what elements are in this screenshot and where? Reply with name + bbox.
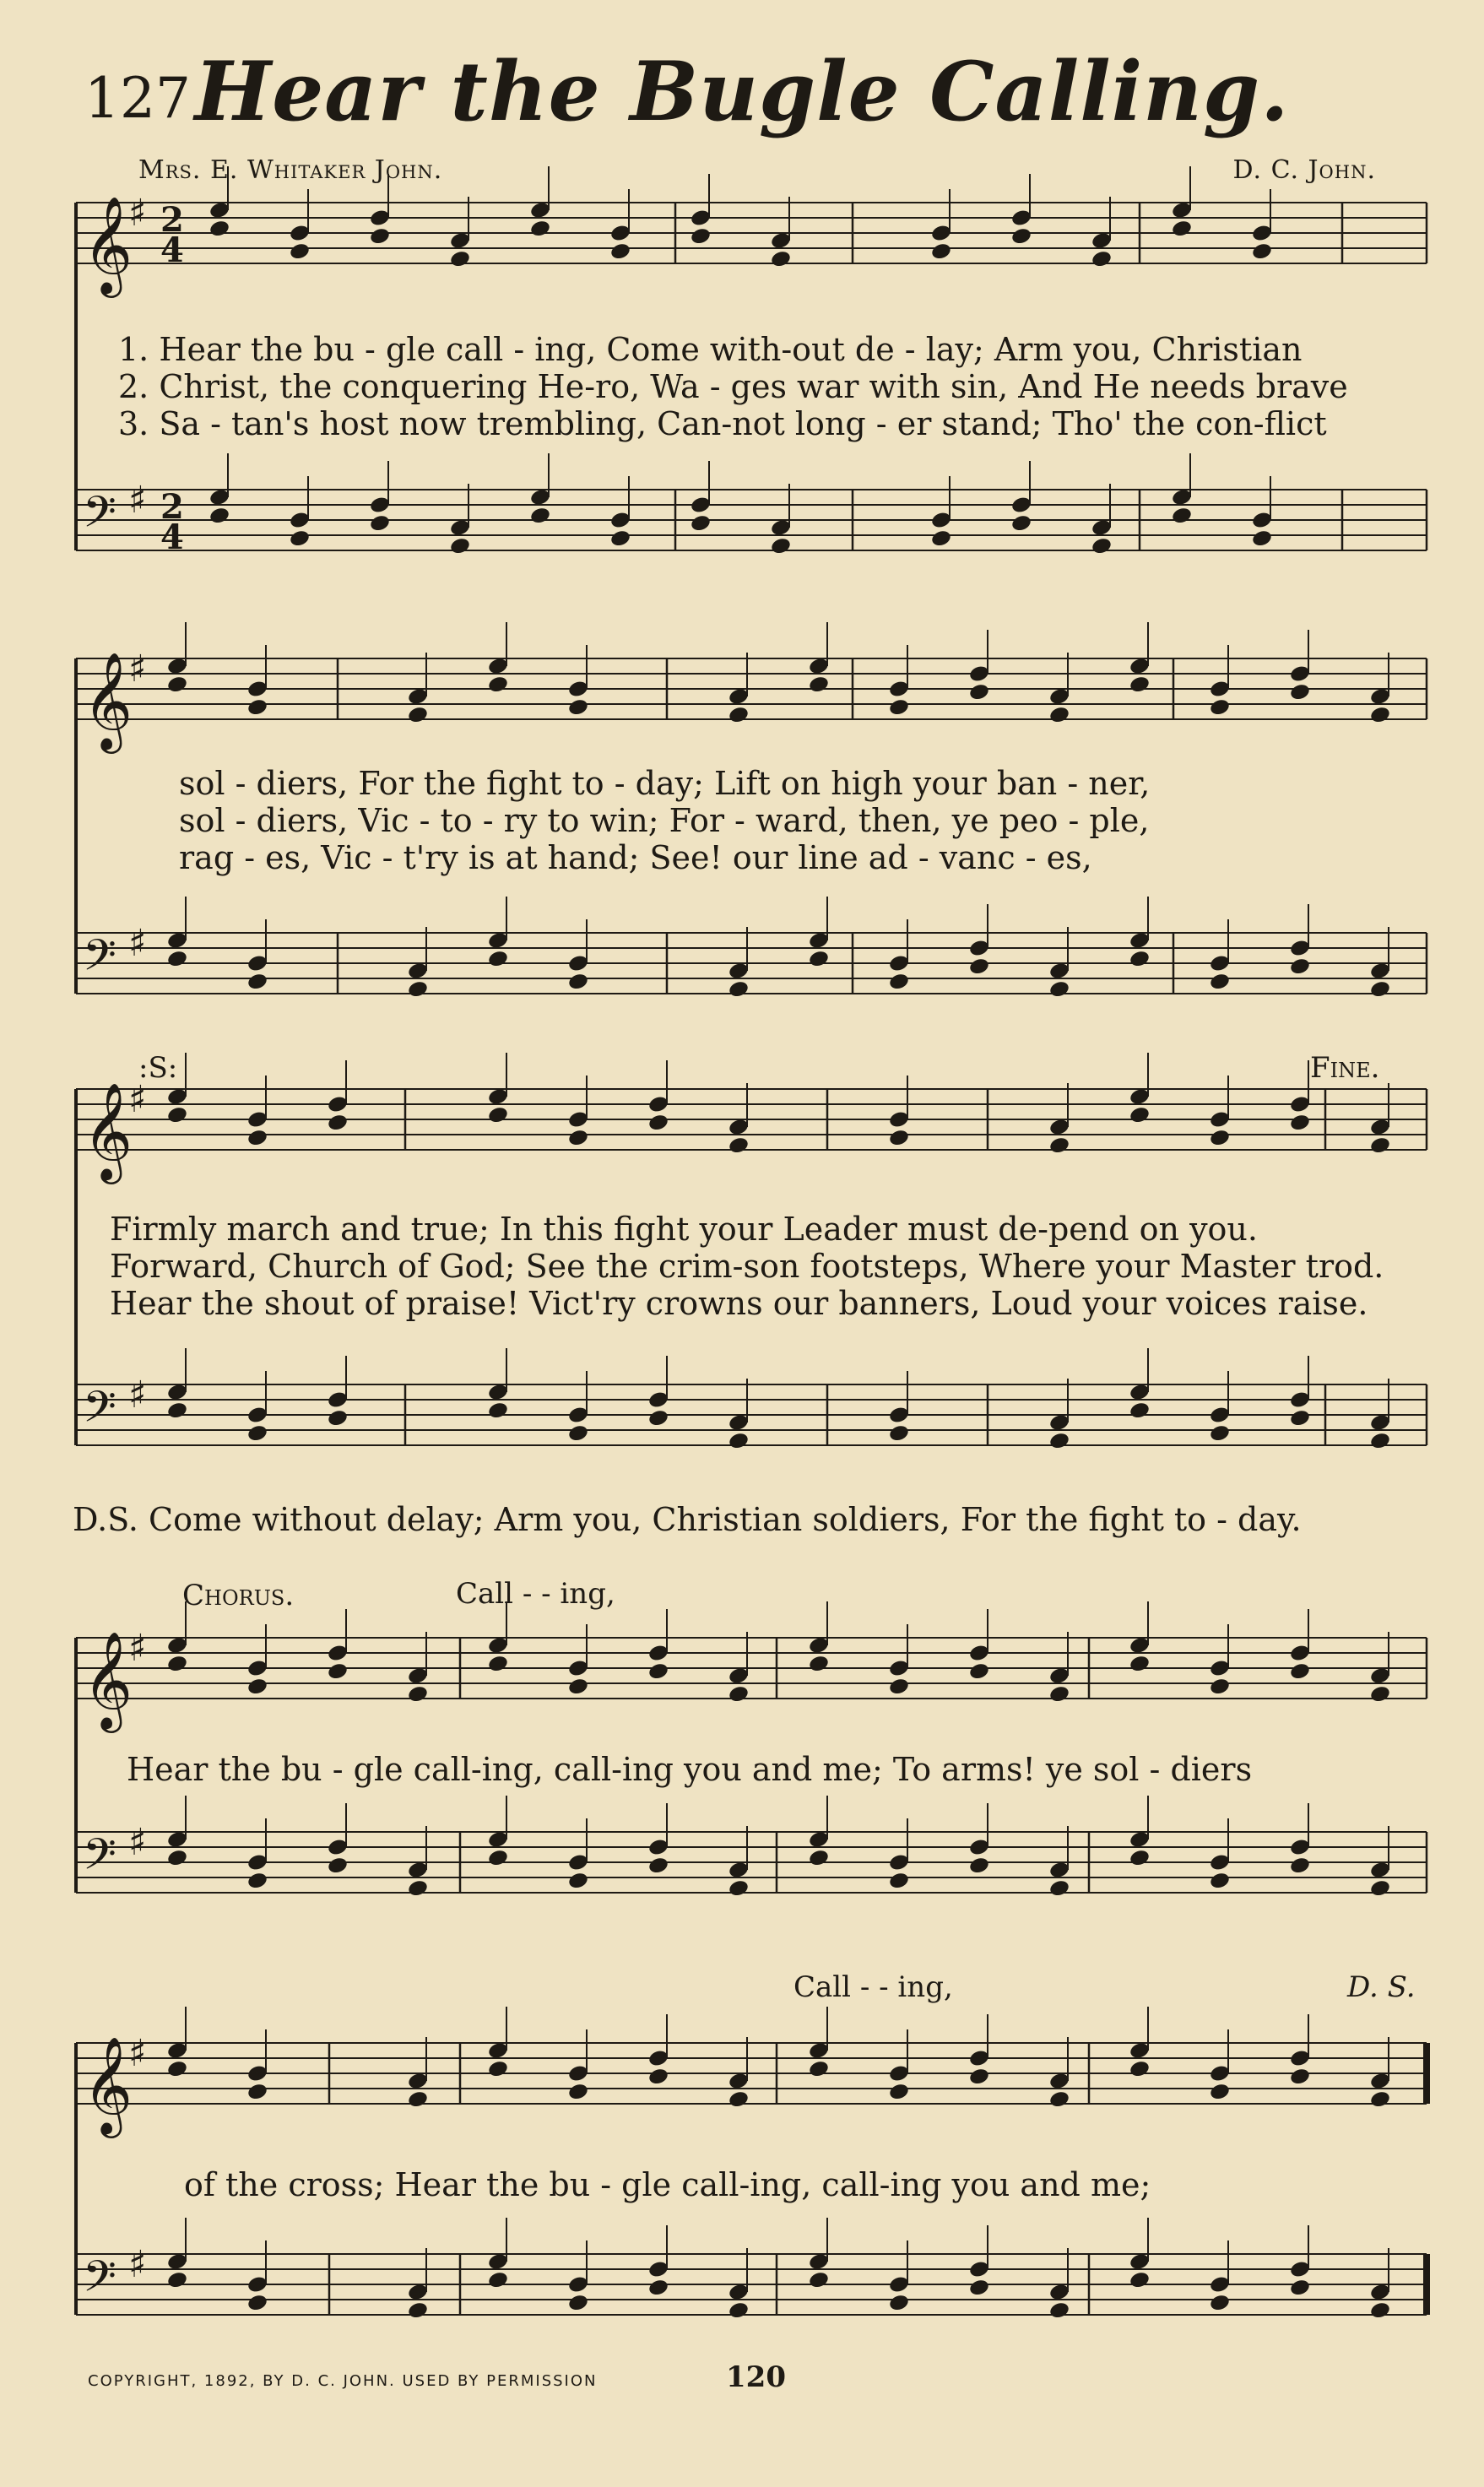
- note-head: [808, 1848, 830, 1867]
- note-head: [166, 949, 188, 968]
- note-head: [166, 2059, 188, 2078]
- note-head: [1129, 2270, 1151, 2289]
- note-head: [770, 249, 792, 268]
- note-head: [1129, 1105, 1151, 1124]
- note-head: [1289, 956, 1311, 976]
- note-head: [449, 249, 471, 268]
- note-head: [728, 2300, 750, 2320]
- note-head: [808, 1654, 830, 1673]
- note-head: [1048, 1431, 1070, 1450]
- bass-clef-icon: 𝄢: [83, 486, 116, 548]
- note-head: [567, 697, 589, 717]
- note-head: [808, 949, 830, 968]
- note-head: [728, 1431, 750, 1450]
- note-head: [327, 1113, 349, 1132]
- note-head: [728, 979, 750, 999]
- note-head: [246, 972, 268, 991]
- note-head: [1289, 682, 1311, 702]
- note-head: [1209, 1423, 1231, 1443]
- note-head: [1209, 697, 1231, 717]
- note-head: [808, 2059, 830, 2078]
- note-head: [968, 2278, 990, 2297]
- note-head: [487, 2270, 509, 2289]
- note-head: [166, 2270, 188, 2289]
- note-head: [888, 1871, 910, 1890]
- note-head: [647, 2067, 669, 2086]
- note-head: [930, 528, 952, 548]
- sharp-icon: ♯: [128, 479, 147, 522]
- note-head: [1048, 2089, 1070, 2109]
- note-head: [487, 675, 509, 694]
- note-head: [1369, 1431, 1391, 1450]
- bass-clef-icon: 𝄢: [83, 929, 116, 991]
- treble-clef-icon: 𝄞: [83, 2035, 133, 2134]
- note-head: [1129, 1848, 1151, 1867]
- note-head: [567, 2293, 589, 2312]
- note-head: [487, 1654, 509, 1673]
- note-head: [647, 1113, 669, 1132]
- composer-credit: D. C. John.: [1232, 155, 1376, 185]
- note-head: [487, 1401, 509, 1420]
- note-head: [1369, 2300, 1391, 2320]
- note-head: [770, 536, 792, 555]
- note-head: [369, 226, 391, 246]
- note-head: [728, 705, 750, 724]
- note-head: [369, 513, 391, 533]
- note-head: [1048, 1684, 1070, 1704]
- note-head: [647, 1661, 669, 1681]
- note-head: [808, 675, 830, 694]
- note-head: [567, 1871, 589, 1890]
- verse-2-line-3: Forward, Church of God; See the crim-son footsteps, Where your Master trod.: [110, 1248, 1384, 1285]
- time-signature: 4: [160, 517, 184, 557]
- note-head: [1369, 2089, 1391, 2109]
- note-head: [327, 1408, 349, 1428]
- note-head: [289, 241, 311, 261]
- note-head: [1129, 949, 1151, 968]
- note-head: [1129, 675, 1151, 694]
- hymn-title: Hear the Bugle Calling.: [194, 44, 1290, 139]
- verse-2-line-2: sol - diers, Vic - to - ry to win; For - ward, then, ye peo - ple,: [179, 802, 1150, 839]
- note-head: [327, 1856, 349, 1875]
- note-head: [407, 1878, 429, 1898]
- note-head: [1251, 241, 1273, 261]
- note-head: [209, 506, 230, 525]
- note-head: [327, 1661, 349, 1681]
- note-head: [1289, 1856, 1311, 1875]
- note-head: [1091, 249, 1113, 268]
- note-head: [968, 1856, 990, 1875]
- note-head: [690, 513, 712, 533]
- chorus-label: Chorus.: [182, 1579, 295, 1612]
- note-head: [609, 528, 631, 548]
- note-head: [487, 949, 509, 968]
- chorus-lyrics-line-1: Hear the bu - gle call-ing, call-ing you and me; To arms! ye sol - diers: [127, 1751, 1253, 1788]
- treble-clef-icon: 𝄞: [83, 1630, 133, 1729]
- note-head: [166, 1848, 188, 1867]
- verse-2-line-1: 2. Christ, the conquering He-ro, Wa - ges war with sin, And He needs brave: [118, 368, 1348, 405]
- note-head: [647, 1856, 669, 1875]
- sharp-icon: ♯: [128, 192, 147, 235]
- note-head: [888, 972, 910, 991]
- note-head: [209, 219, 230, 238]
- treble-clef-icon: 𝄞: [83, 1081, 133, 1180]
- note-head: [647, 2278, 669, 2297]
- note-head: [1369, 1684, 1391, 1704]
- note-head: [1369, 705, 1391, 724]
- note-head: [888, 1677, 910, 1696]
- note-head: [1209, 972, 1231, 991]
- note-head: [1010, 513, 1032, 533]
- sharp-icon: ♯: [128, 1821, 147, 1864]
- time-signature: 2: [160, 200, 184, 240]
- note-head: [407, 1684, 429, 1704]
- sharp-icon: ♯: [128, 1078, 147, 1121]
- verse-3-line-1: 3. Sa - tan's host now trembling, Can-not long - er stand; Tho' the con-flict: [118, 405, 1327, 442]
- note-head: [449, 536, 471, 555]
- note-head: [1289, 1408, 1311, 1428]
- note-head: [728, 1878, 750, 1898]
- segno-marker: :S:: [138, 1051, 178, 1085]
- note-head: [888, 2293, 910, 2312]
- note-head: [1209, 2293, 1231, 2312]
- note-head: [1171, 219, 1193, 238]
- note-head: [728, 2089, 750, 2109]
- note-head: [567, 972, 589, 991]
- note-head: [166, 1654, 188, 1673]
- note-head: [690, 226, 712, 246]
- note-head: [1129, 2059, 1151, 2078]
- note-head: [808, 2270, 830, 2289]
- note-head: [246, 1128, 268, 1147]
- note-head: [1369, 979, 1391, 999]
- sharp-icon: ♯: [128, 647, 147, 691]
- note-head: [968, 682, 990, 702]
- note-head: [1129, 1654, 1151, 1673]
- bass-clef-icon: 𝄢: [83, 2251, 116, 2312]
- note-head: [246, 1423, 268, 1443]
- note-head: [1209, 1871, 1231, 1890]
- call-ing-marker-2: Call - - ing,: [793, 1970, 953, 2004]
- fine-marker: Fine.: [1310, 1051, 1380, 1085]
- sharp-icon: ♯: [128, 1627, 147, 1670]
- note-head: [1289, 1113, 1311, 1132]
- note-head: [888, 1423, 910, 1443]
- hymn-number: 127: [84, 66, 191, 131]
- note-head: [487, 1105, 509, 1124]
- note-head: [888, 2082, 910, 2101]
- note-head: [1010, 226, 1032, 246]
- note-head: [166, 675, 188, 694]
- sharp-icon: ♯: [128, 922, 147, 965]
- note-head: [289, 528, 311, 548]
- verse-3-line-2: rag - es, Vic - t'ry is at hand; See! our line ad - vanc - es,: [179, 839, 1092, 876]
- note-head: [166, 1401, 188, 1420]
- note-head: [1289, 2278, 1311, 2297]
- lyricist-credit: Mrs. E. Whitaker John.: [138, 155, 443, 185]
- note-head: [968, 956, 990, 976]
- note-head: [567, 2082, 589, 2101]
- sharp-icon: ♯: [128, 1374, 147, 1417]
- note-head: [1251, 528, 1273, 548]
- note-head: [728, 1135, 750, 1155]
- note-head: [1209, 2082, 1231, 2101]
- note-head: [407, 2300, 429, 2320]
- note-head: [930, 241, 952, 261]
- note-head: [567, 1128, 589, 1147]
- note-head: [1048, 1135, 1070, 1155]
- note-head: [1209, 1128, 1231, 1147]
- ds-marker: D. S.: [1347, 1970, 1416, 2004]
- bass-clef-icon: 𝄢: [83, 1829, 116, 1890]
- verse-1-line-3: Firmly march and true; In this fight your Leader must de-pend on you.: [110, 1211, 1258, 1248]
- note-head: [968, 2067, 990, 2086]
- time-signature: 4: [160, 230, 184, 270]
- note-head: [1171, 506, 1193, 525]
- note-head: [968, 1661, 990, 1681]
- call-ing-marker-1: Call - - ing,: [456, 1577, 615, 1611]
- note-head: [888, 697, 910, 717]
- note-head: [1289, 1661, 1311, 1681]
- note-head: [529, 219, 551, 238]
- note-head: [1048, 979, 1070, 999]
- note-head: [647, 1408, 669, 1428]
- note-head: [487, 1848, 509, 1867]
- page-number: 120: [726, 2360, 786, 2394]
- dal-segno-lyric-line: D.S. Come without delay; Arm you, Christian soldiers, For the fight to - day.: [73, 1501, 1302, 1538]
- copyright-notice: COPYRIGHT, 1892, BY D. C. JOHN. USED BY PERMISSION: [88, 2372, 598, 2390]
- note-head: [246, 2082, 268, 2101]
- time-signature: 2: [160, 487, 184, 527]
- note-head: [1289, 2067, 1311, 2086]
- treble-clef-icon: 𝄞: [83, 195, 133, 294]
- note-head: [246, 1677, 268, 1696]
- note-head: [1048, 1878, 1070, 1898]
- verse-1-line-1: 1. Hear the bu - gle call - ing, Come with-out de - lay; Arm you, Christian: [118, 331, 1303, 368]
- note-head: [1091, 536, 1113, 555]
- note-head: [529, 506, 551, 525]
- verse-3-line-3: Hear the shout of praise! Vict'ry crowns our banners, Loud your voices raise.: [110, 1285, 1368, 1322]
- note-head: [728, 1684, 750, 1704]
- note-head: [1369, 1135, 1391, 1155]
- note-head: [1209, 1677, 1231, 1696]
- note-head: [1048, 705, 1070, 724]
- note-head: [1129, 1401, 1151, 1420]
- note-head: [407, 979, 429, 999]
- note-head: [1048, 2300, 1070, 2320]
- bass-clef-icon: 𝄢: [83, 1381, 116, 1443]
- note-head: [246, 2293, 268, 2312]
- sharp-icon: ♯: [128, 2032, 147, 2075]
- note-head: [487, 2059, 509, 2078]
- chorus-lyrics-line-2: of the cross; Hear the bu - gle call-ing, call-ing you and me;: [184, 2166, 1151, 2203]
- note-head: [407, 2089, 429, 2109]
- note-head: [888, 1128, 910, 1147]
- note-head: [166, 1105, 188, 1124]
- note-head: [1369, 1878, 1391, 1898]
- sharp-icon: ♯: [128, 2243, 147, 2286]
- note-head: [246, 697, 268, 717]
- note-head: [609, 241, 631, 261]
- verse-1-line-2: sol - diers, For the fight to - day; Lift on high your ban - ner,: [179, 765, 1151, 802]
- note-head: [567, 1677, 589, 1696]
- note-head: [567, 1423, 589, 1443]
- note-head: [407, 705, 429, 724]
- note-head: [246, 1871, 268, 1890]
- treble-clef-icon: 𝄞: [83, 651, 133, 750]
